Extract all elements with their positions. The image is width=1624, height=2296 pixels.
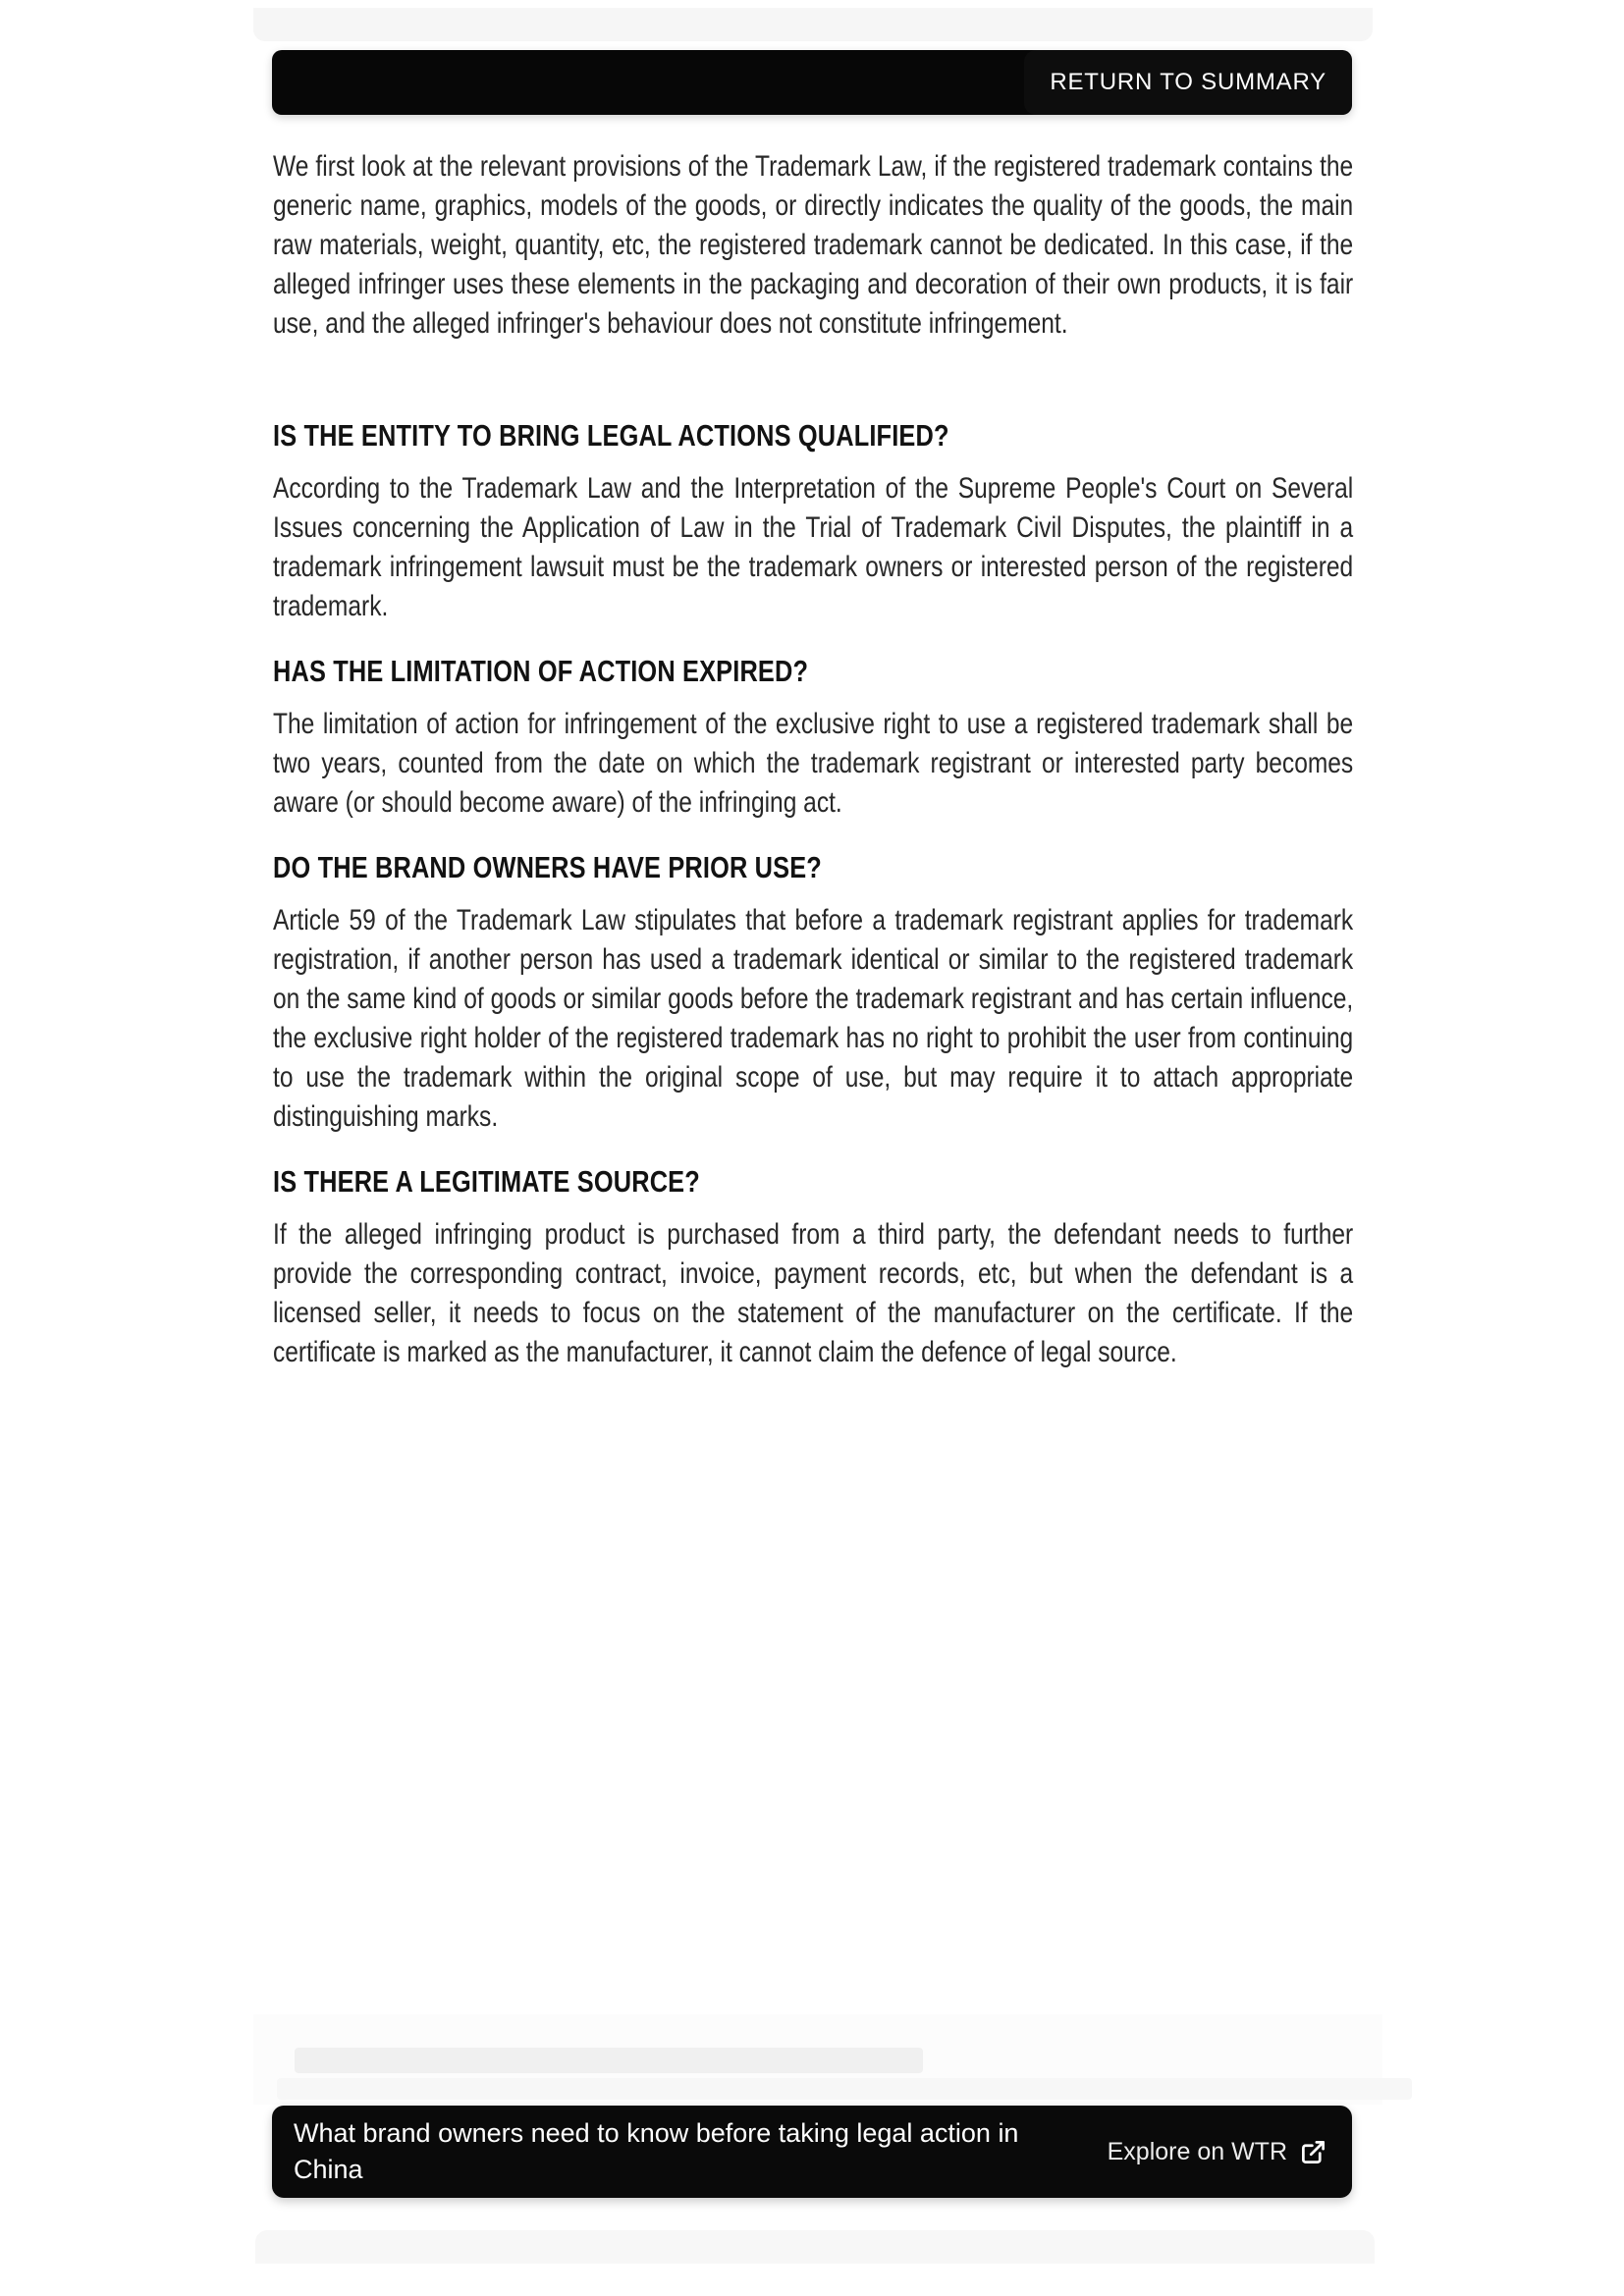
section-heading-prior-use xyxy=(273,848,1353,887)
heading-text: HAS THE LIMITATION OF ACTION EXPIRED? xyxy=(273,654,809,688)
external-link-icon xyxy=(1300,2139,1326,2165)
paragraph-text: The limitation of action for infringement of the exclusive right to use a registered trademark shall be two years, counted from the date on which the trademark registrant or interested party becomes aware (or should become aware) of the infringing act. xyxy=(273,708,1354,819)
section-heading-qualified xyxy=(273,416,1353,455)
section-body-qualified xyxy=(273,469,1353,626)
section-body-prior-use xyxy=(273,901,1353,1137)
paragraph-text: We first look at the relevant provisions of the Trademark Law, if the registered trademark contains the generic name, graphics, models of the goods, or directly indicates the quality of the goods, the main raw materials, weight, quantity, etc, the registered trademark cannot be dedicated. In this case, if the alleged infringer uses these elements in the packaging and decoration of their own products, it is fair use, and the alleged infringer's behaviour does not constitute infringement. xyxy=(273,150,1354,340)
section-heading-limitation xyxy=(273,652,1353,691)
intro-paragraph xyxy=(273,147,1353,344)
blurred-content-row xyxy=(277,2078,1412,2100)
paragraph-text: Article 59 of the Trademark Law stipulates that before a trademark registrant applies for trademark registration, if another person has used a trademark identical or similar to the registered trademark on the same kind of goods or similar goods before the trademark registrant and has certain influence, the exclusive right holder of the registered trademark has no right to prohibit the user from continuing to use the trademark within the original scope of use, but may require it to attach appropriate distinguishing marks. xyxy=(273,904,1354,1133)
footer-article-title: What brand owners need to know before taking legal action in China xyxy=(294,2118,1019,2184)
section-body-limitation xyxy=(273,705,1353,823)
paragraph-text: According to the Trademark Law and the Interpretation of the Supreme People's Court on Several Issues concerning the Application of Law in the Trial of Trademark Civil Disputes, the plaintiff in a trademark infringement lawsuit must be the trademark owners or interested person of the registered trademark. xyxy=(273,472,1354,622)
previous-page-edge xyxy=(253,8,1373,41)
section-heading-legitimate-source xyxy=(273,1162,1353,1201)
heading-text: IS THE ENTITY TO BRING LEGAL ACTIONS QUALIFIED? xyxy=(273,418,949,453)
heading-text: DO THE BRAND OWNERS HAVE PRIOR USE? xyxy=(273,850,822,884)
next-page-edge xyxy=(255,2230,1375,2264)
explore-on-wtr-link[interactable] xyxy=(1108,2138,1326,2166)
section-body-legitimate-source xyxy=(273,1215,1353,1372)
heading-text: IS THERE A LEGITIMATE SOURCE? xyxy=(273,1164,700,1199)
header-bar xyxy=(272,50,1352,115)
footer-link-label: Explore on WTR xyxy=(1107,2137,1287,2165)
blurred-content-row xyxy=(295,2048,923,2073)
footer-bar xyxy=(272,2106,1352,2198)
paragraph-text: If the alleged infringing product is purchased from a third party, the defendant needs to further provide the corresponding contract, invoice, payment records, etc, but when the defendant is a licensed seller, it needs to focus on the statement of the manufacturer on the certificate. If the certificate is marked as the manufacturer, it cannot claim the defence of legal source. xyxy=(273,1218,1354,1368)
return-to-summary-button[interactable]: RETURN TO SUMMARY xyxy=(1024,50,1352,115)
